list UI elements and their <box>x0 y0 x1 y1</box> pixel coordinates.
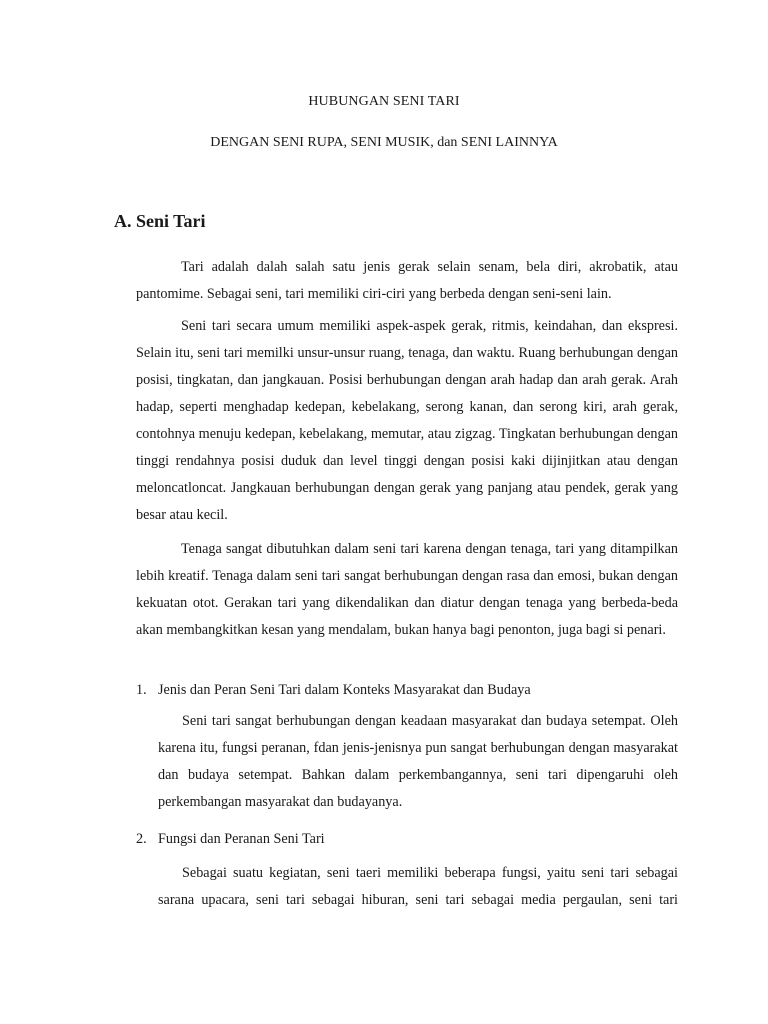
list-item-title: Fungsi dan Peranan Seni Tari <box>158 831 325 847</box>
list-item-paragraph: Seni tari sangat berhubungan dengan keadaan masyarakat dan budaya setempat. Oleh karena itu, fungsi peranan, fdan jenis-jenisnya pun sangat berhubungan dengan masyarakat dan budaya setempat. Bahkan dalam perkembangannya, seni tari dipengaruhi oleh perkembangan masyarakat dan budayanya. <box>158 713 678 810</box>
document-title: HUBUNGAN SENI TARI <box>308 94 460 109</box>
list-item-paragraph: Sebagai suatu kegiatan, seni taeri memiliki beberapa fungsi, yaitu seni tari sebagai sarana upacara, seni tari sebagai hiburan, seni tari sebagai media pergaulan, seni tari <box>158 865 678 908</box>
list-item-number: 2. <box>136 831 147 847</box>
list-item-heading <box>136 677 678 704</box>
section-heading: A. Seni Tari <box>114 211 206 231</box>
list-item-number: 1. <box>136 682 147 698</box>
list-item-heading <box>136 826 678 853</box>
list-item-title: Jenis dan Peran Seni Tari dalam Konteks Masyarakat dan Budaya <box>158 682 531 698</box>
paragraph: Tari adalah dalah salah satu jenis gerak selain senam, bela diri, akrobatik, atau pantomime. Sebagai seni, tari memiliki ciri-ciri yang berbeda dengan seni-seni lain. <box>136 259 678 302</box>
document-subtitle: DENGAN SENI RUPA, SENI MUSIK, dan SENI LAINNYA <box>210 135 558 150</box>
paragraph: Tenaga sangat dibutuhkan dalam seni tari karena dengan tenaga, tari yang ditampilkan lebih kreatif. Tenaga dalam seni tari sangat berhubungan dengan rasa dan emosi, bukan dengan kekuatan otot. Gerakan tari yang dikendalikan dan diatur dengan tenaga yang berbeda-beda akan membangkitkan kesan yang mendalam, bukan hanya bagi penonton, juga bagi si penari. <box>136 541 678 638</box>
paragraph: Seni tari secara umum memiliki aspek-aspek gerak, ritmis, keindahan, dan ekspresi. Selain itu, seni tari memilki unsur-unsur ruang, tenaga, dan waktu. Ruang berhubungan dengan posisi, tingkatan, dan jangkauan. Posisi berhubungan dengan arah hadap dan arah gerak. Arah hadap, seperti menghadap kedepan, kebelakang, serong kanan, dan serong kiri, arah gerak, contohnya menuju kedepan, kebelakang, memutar, atau zigzag. Tingkatan berhubungan dengan tinggi rendahnya posisi duduk dan level tinggi dengan posisi kaki dijinjitkan atau dengan meloncatloncat. Jangkauan berhubungan dengan gerak yang panjang atau pendek, gerak yang besar atau kecil. <box>136 318 678 523</box>
